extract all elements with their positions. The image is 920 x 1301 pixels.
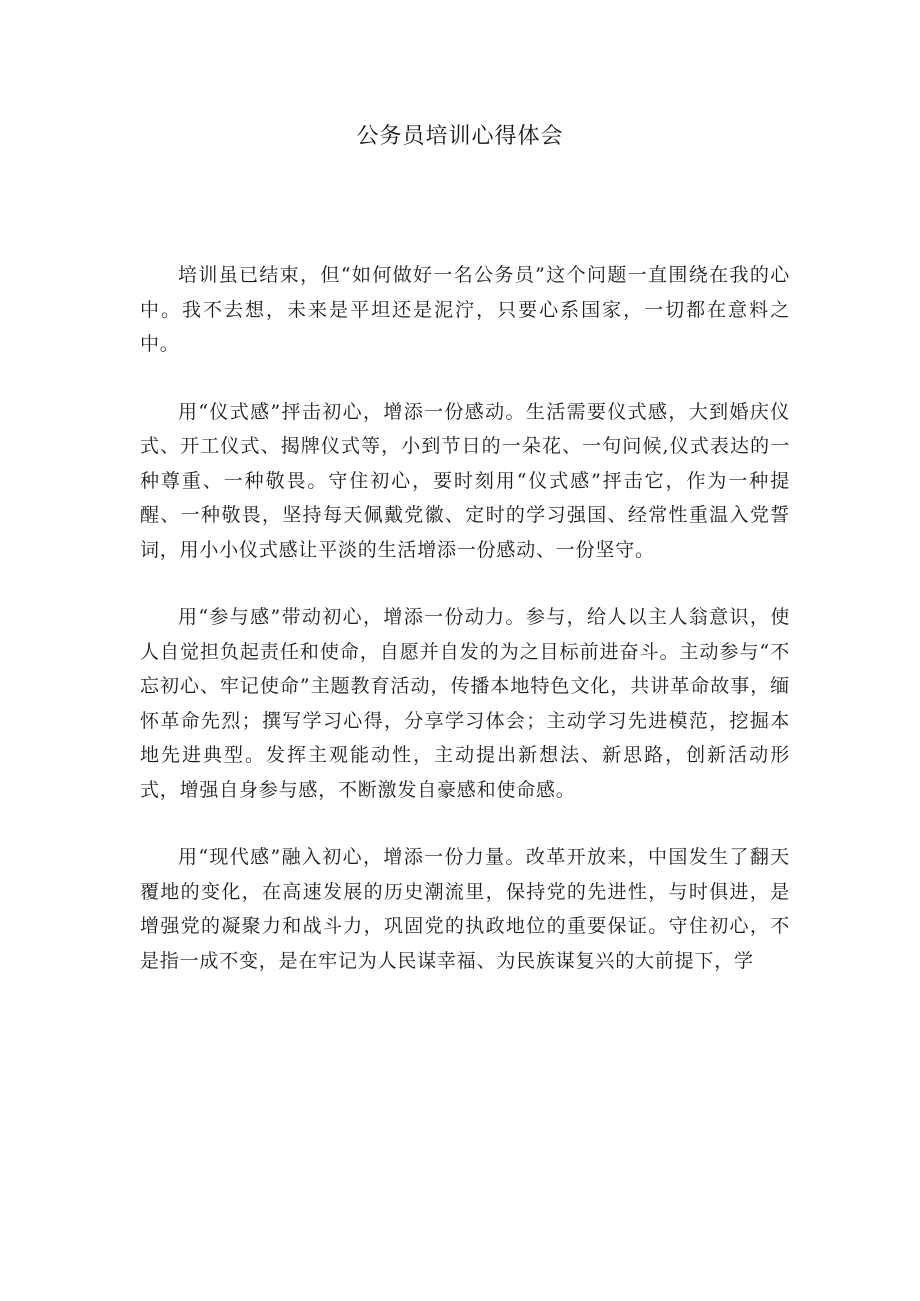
document-title: 公务员培训心得体会	[356, 124, 564, 149]
paragraph-intro: 培训虽已结束，但“如何做好一名公务员”这个问题一直围绕在我的心中。我不去想，未来是平坦还是泥泞，只要心系国家，一切都在意料之中。	[140, 264, 790, 355]
paragraph-participation: 用“参与感”带动初心，增添一份动力。参与，给人以主人翁意识，使人自觉担负起责任和使命，自愿并自发的为之目标前进奋斗。主动参与“不忘初心、牢记使命”主题教育活动，传播本地特色文化，共讲革命故事，缅怀革命先烈；撰写学习心得，分享学习体会；主动学习先进模范，挖掘本地先进典型。发挥主观能动性，主动提出新想法、新思路，创新活动形式，增强自身参与感，不断激发自豪感和使命感。	[140, 606, 790, 801]
paragraph-modernity: 用“现代感”融入初心，增添一份力量。改革开放来，中国发生了翻天覆地的变化，在高速发展的历史潮流里，保持党的先进性，与时俱进，是增强党的凝聚力和战斗力，巩固党的执政地位的重要保证。守住初心，不是指一成不变，是在牢记为人民谋幸福、为民族谋复兴的大前提下，学	[140, 846, 790, 972]
document-body	[140, 258, 790, 1011]
paragraph-ritual: 用“仪式感”抨击初心，增添一份感动。生活需要仪式感，大到婚庆仪式、开工仪式、揭牌仪式等，小到节日的一朵花、一句问候,仪式表达的一种尊重、一种敬畏。守住初心，要时刻用“仪式感”抨击它，作为一种提醒、一种敬畏，坚持每天佩戴党徽、定时的学习强国、经常性重温入党誓词，用小小仪式感让平淡的生活增添一份感动、一份坚守。	[140, 400, 790, 561]
